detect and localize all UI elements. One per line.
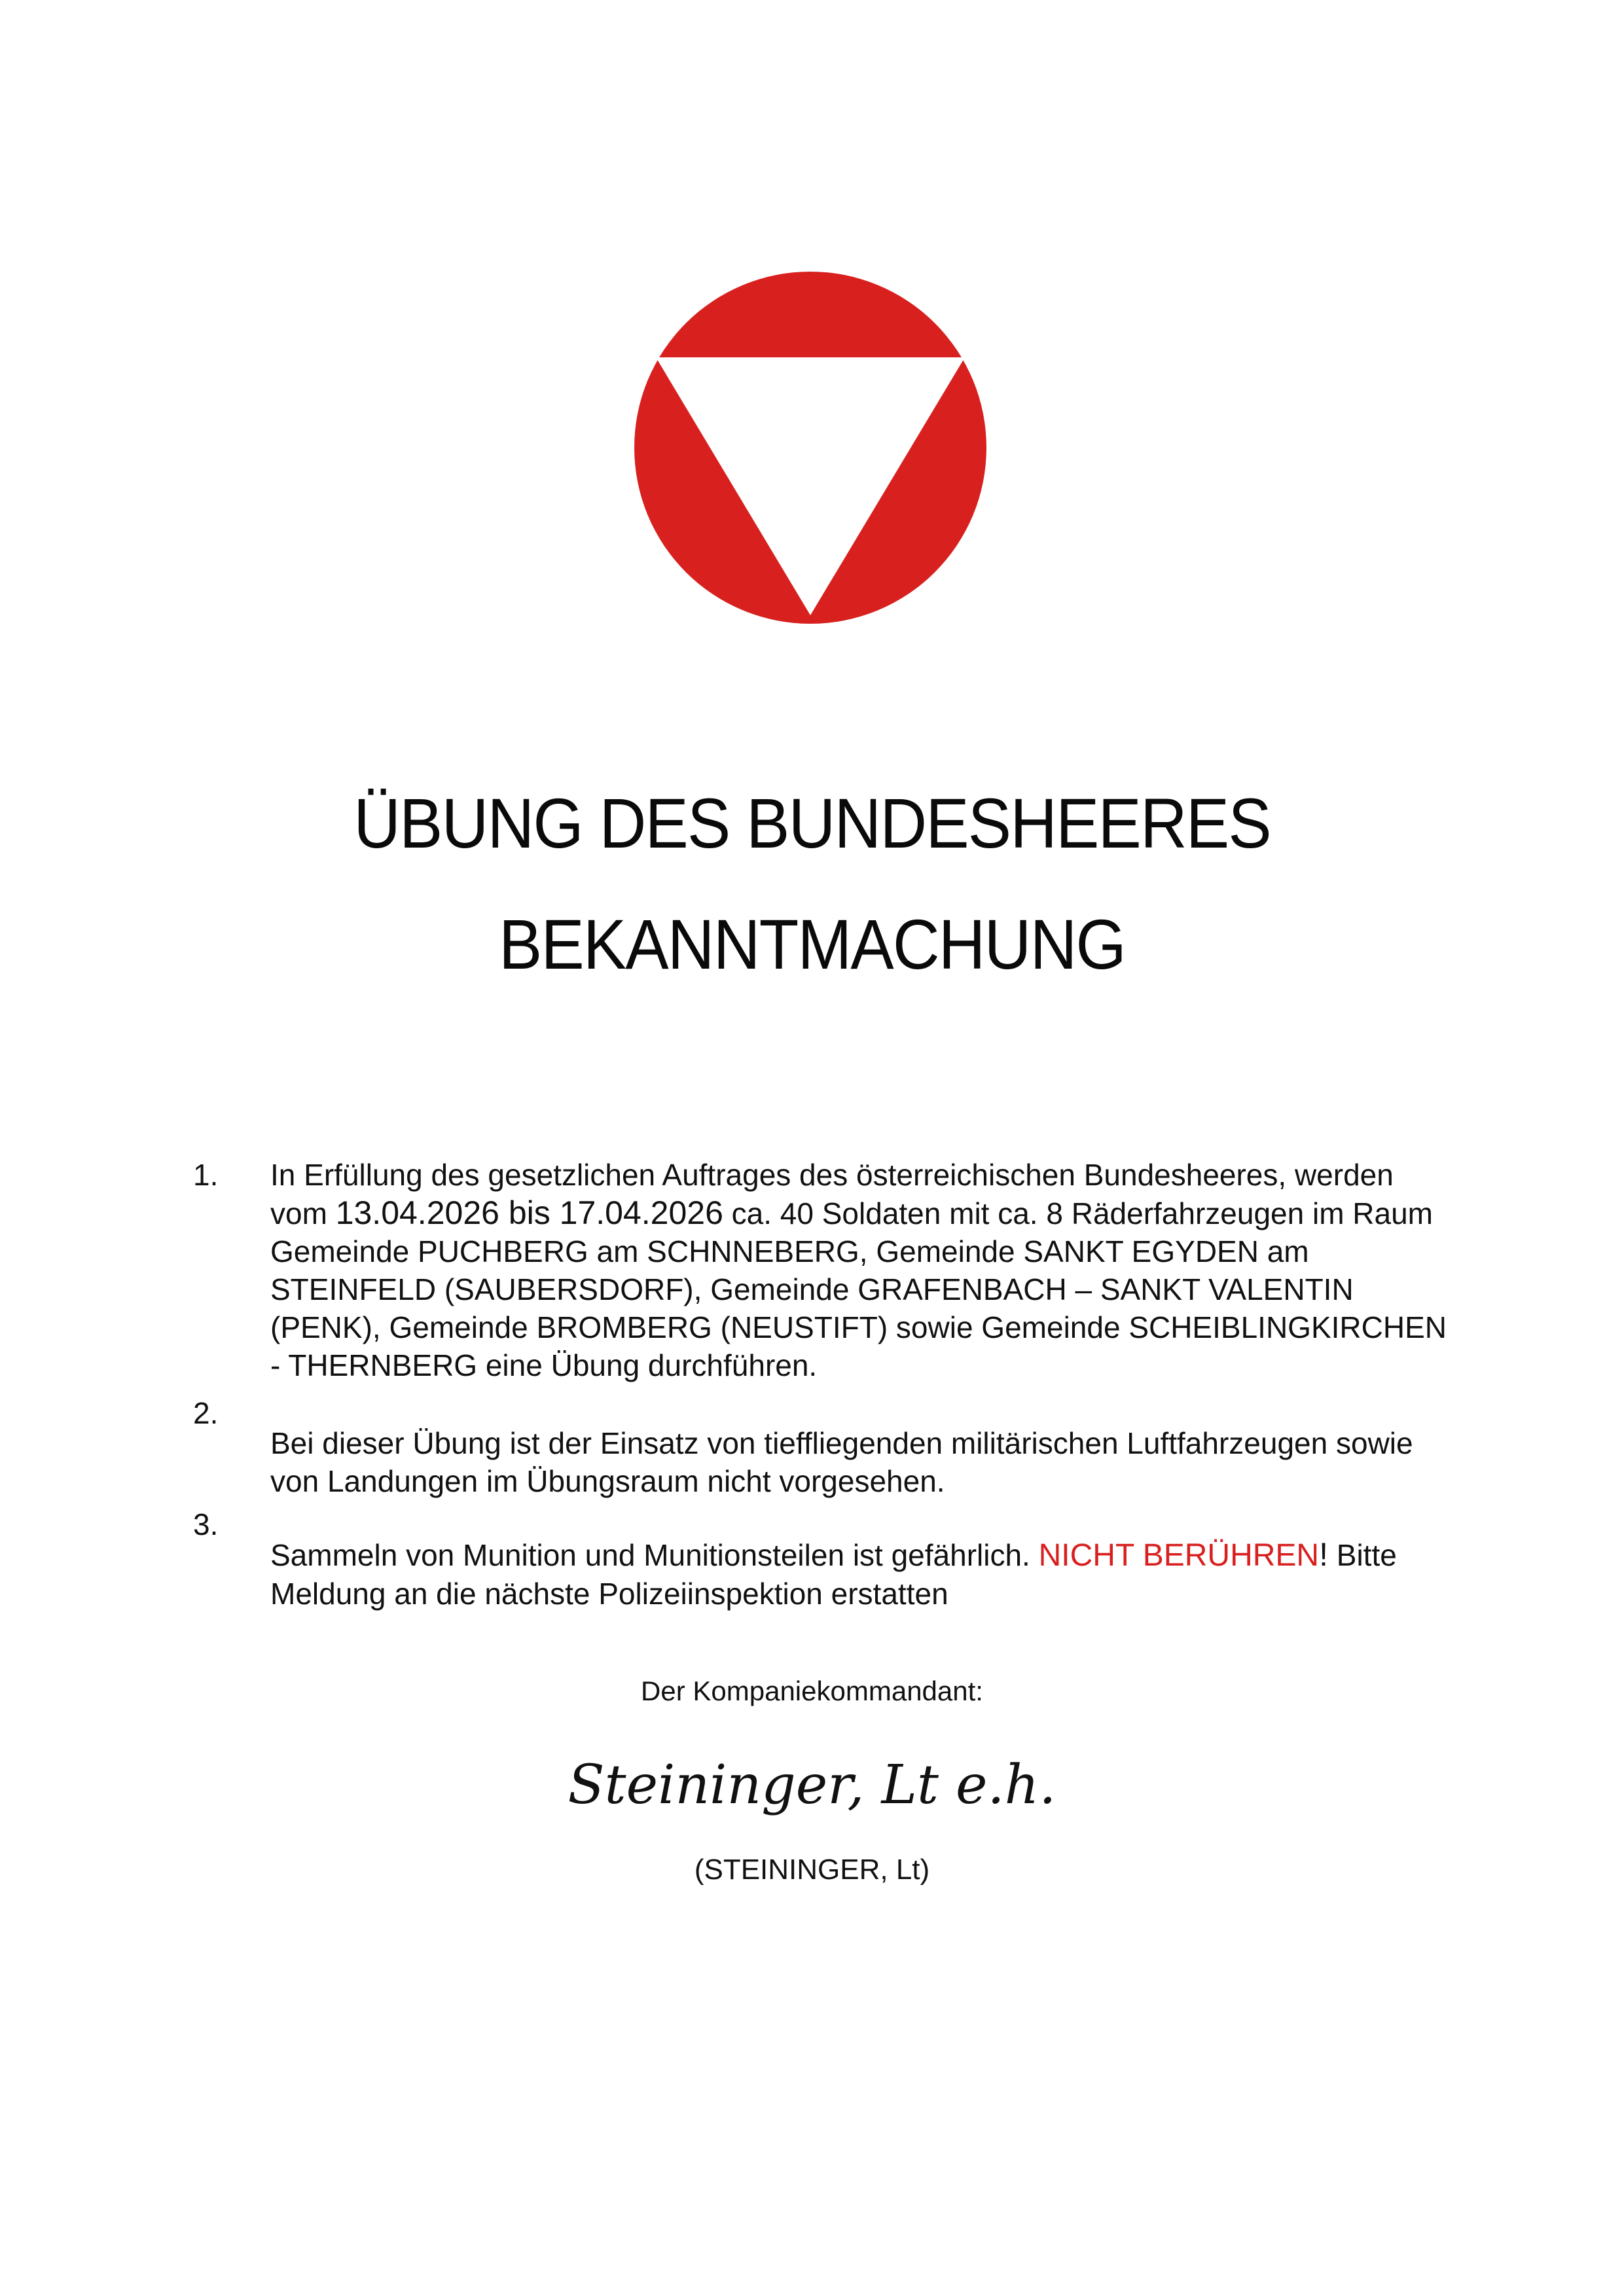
list-item <box>193 1505 1449 1643</box>
item-text <box>270 1535 1449 1613</box>
bundesheer-emblem-icon <box>634 272 986 624</box>
item-text-part: In Erfüllung des gesetzlichen Auftrages des österreichischen Bundesheeres, werden vom <box>270 1158 1394 1230</box>
page-subtitle: BEKANNTMACHUNG <box>499 905 1125 984</box>
item-number: 3. <box>193 1507 219 1541</box>
handwritten-signature: Steininger, Lt e.h. <box>568 1754 1056 1816</box>
page-title: ÜBUNG DES BUNDESHEERES <box>353 783 1271 863</box>
list-item <box>193 1156 1450 1384</box>
warning-text: NICHT BERÜHREN <box>1038 1538 1320 1573</box>
item-number: 1. <box>193 1158 219 1192</box>
item-text-part: Sammeln von Munition und Munitionsteilen ist gefährlich. <box>270 1538 1039 1572</box>
notice-list <box>193 1126 1450 1611</box>
item-text <box>270 1156 1449 1384</box>
signature-label: Der Kompaniekommandant: <box>641 1676 983 1706</box>
date-range: 13.04.2026 bis 17.04.2026 <box>335 1194 723 1231</box>
signatory-name: (STEININGER, Lt) <box>694 1854 930 1886</box>
exclamation-mark: ! <box>1319 1536 1328 1573</box>
item-text-part: ca. 40 Soldaten mit ca. 8 Räderfahrzeugen im Raum Gemeinde PUCHBERG am SCHNNEBERG, Gemeinde SANKT EGYDEN am STEINFELD (SAUBERSDORF), Gemeinde GRAFENBACH – SANKT VALENTIN (PENK), Gemeinde BROMBERG (NEUSTIFT) sowie Gemeinde SCHEIBLINGKIRCHEN - THERNBERG eine Übung durchführen. <box>270 1196 1447 1382</box>
item-number: 2. <box>193 1396 219 1430</box>
item-text: Bei dieser Übung ist der Einsatz von tieffliegenden militärischen Luftfahrzeugen sowie von Landungen im Übungsraum nicht vorgesehen. <box>270 1426 1413 1498</box>
item-text-part: Bitte Meldung an die nächste Polizeiinspektion erstatten <box>270 1538 1397 1611</box>
